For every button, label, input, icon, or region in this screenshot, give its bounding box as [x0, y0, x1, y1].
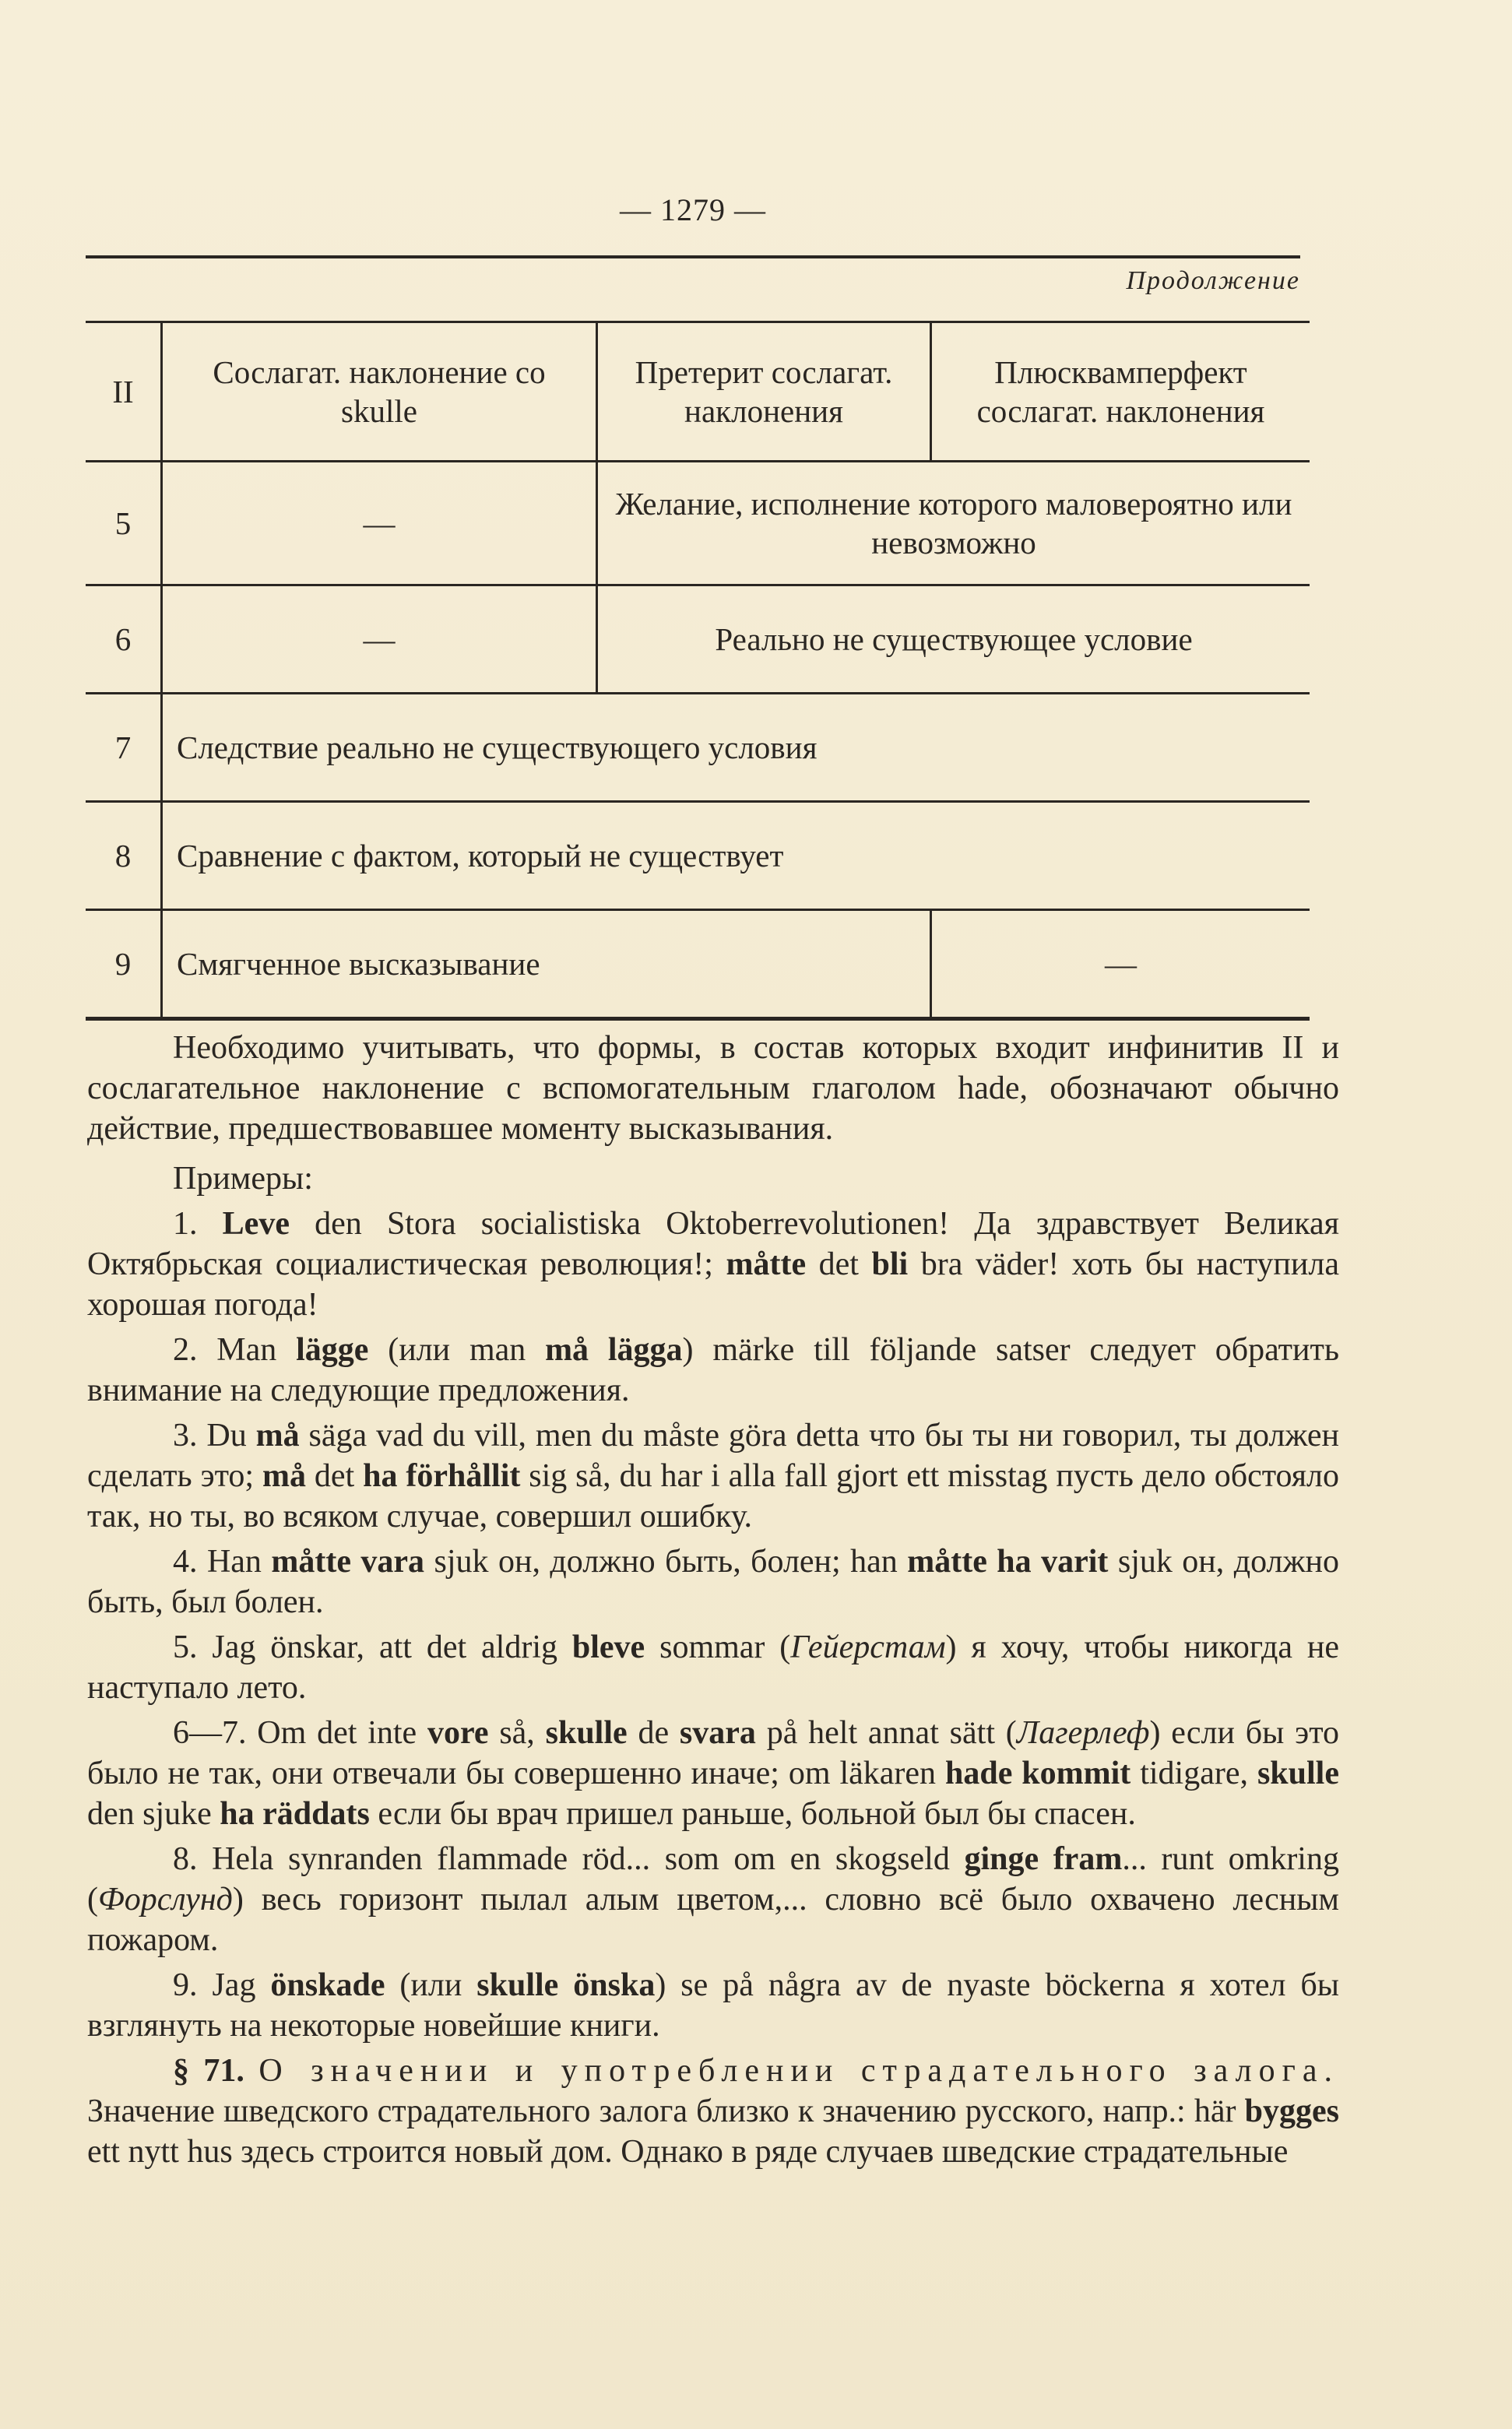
- page-header: [86, 187, 1300, 295]
- continued-label: Продолжение: [1126, 266, 1300, 295]
- table-cell: —: [162, 462, 597, 585]
- example-item: 6—7. Om det inte vore så, skulle de svara på helt annat sätt (Лагерлеф) если бы это было не так, они отвечали бы совершенно иначе; om läkaren hade kommit tidigare, skulle den sjuke ha räddats если бы врач пришел раньше, больной был бы спасен.: [87, 1715, 1339, 1832]
- table-cell: —: [931, 910, 1310, 1019]
- section-title: О значении и употреблении страдательного залога.: [258, 2053, 1340, 2089]
- table-row: [86, 322, 1310, 462]
- table-cell: Претерит сослагат. наклонения: [597, 322, 931, 462]
- table-cell: Желание, исполнение которого маловероятно или невозможно: [597, 462, 1310, 585]
- example-item: 4. Han måtte vara sjuk он, должно быть, болен; han måtte ha varit sjuk он, должно быть, был болен.: [87, 1544, 1340, 1620]
- table-cell: Плюсквамперфект сослагат. наклонения: [931, 322, 1310, 462]
- examples-list: [87, 1204, 1339, 2046]
- table-cell: —: [162, 585, 597, 694]
- section-text: Значение шведского страдательного залога близко к значению русского, напр.: här bygges ett nytt hus здесь строится новый дом. Однако в ряде случаев шведские страдательные: [87, 2093, 1339, 2170]
- section-mark: § 71.: [173, 2053, 244, 2089]
- table-cell: Реально не существующее условие: [597, 585, 1310, 694]
- page-number: — 1279 —: [620, 192, 766, 227]
- example-item: 2. Man lägge (или man må lägga) märke till följande satser следует обратить внимание на следующие предложения.: [87, 1332, 1339, 1408]
- table-cell-num: 6: [86, 585, 162, 694]
- table-row: [86, 910, 1310, 1019]
- table-cell: Сравнение с фактом, который не существует: [162, 802, 1310, 910]
- section-paragraph: [87, 2051, 1339, 2172]
- table-row: [86, 694, 1310, 802]
- example-item: 1. Leve den Stora socialistiska Oktoberrevolutionen! Да здравствует Великая Октябрьская социалистическая революция!; måtte det bli bra väder! хоть бы наступила хорошая погода!: [87, 1206, 1339, 1323]
- table-cell: Следствие реально не существующего условия: [162, 694, 1310, 802]
- table-cell-num: 7: [86, 694, 162, 802]
- table-row: [86, 462, 1310, 585]
- header-rule: [86, 255, 1300, 258]
- table-cell-num: 9: [86, 910, 162, 1019]
- example-item: 3. Du må säga vad du vill, men du måste göra detta что бы ты ни говорил, ты должен сделать это; må det ha förhållit sig så, du har i alla fall gjort ett misstag пусть дело обстояло так, но ты, во всяком случае, совершил ошибку.: [87, 1418, 1340, 1534]
- example-item: 9. Jag önskade (или skulle önska) se på några av de nyaste böckerna я хотел бы взглянуть на некоторые новейшие книги.: [87, 1967, 1339, 2044]
- example-item: 5. Jag önskar, att det aldrig bleve sommar (Гейерстам) я хочу, чтобы никогда не наступало лето.: [87, 1629, 1339, 1706]
- table-cell-num: 5: [86, 462, 162, 585]
- examples-label: Примеры:: [173, 1161, 313, 1197]
- example-item: 8. Hela synranden flammade röd... som om en skogseld ginge fram... runt omkring (Форслунд) весь горизонт пылал алым цветом,... словно всё было охвачено лесным пожаром.: [87, 1841, 1339, 1958]
- intro-paragraph: Необходимо учитывать, что формы, в состав которых входит инфинитив II и сослагательное наклонение с вспомогательным глаголом hade, обозначают обычно действие, предшествовавшее моменту высказывания.: [87, 1030, 1339, 1147]
- body-text: [87, 1028, 1339, 2181]
- table-cell-num: II: [86, 322, 162, 462]
- table-row: [86, 585, 1310, 694]
- table-row: [86, 802, 1310, 910]
- table-cell-num: 8: [86, 802, 162, 910]
- forms-table: [86, 321, 1310, 1021]
- table-cell: Смягченное высказывание: [162, 910, 931, 1019]
- table-cell: Сослагат. наклонение со skulle: [162, 322, 597, 462]
